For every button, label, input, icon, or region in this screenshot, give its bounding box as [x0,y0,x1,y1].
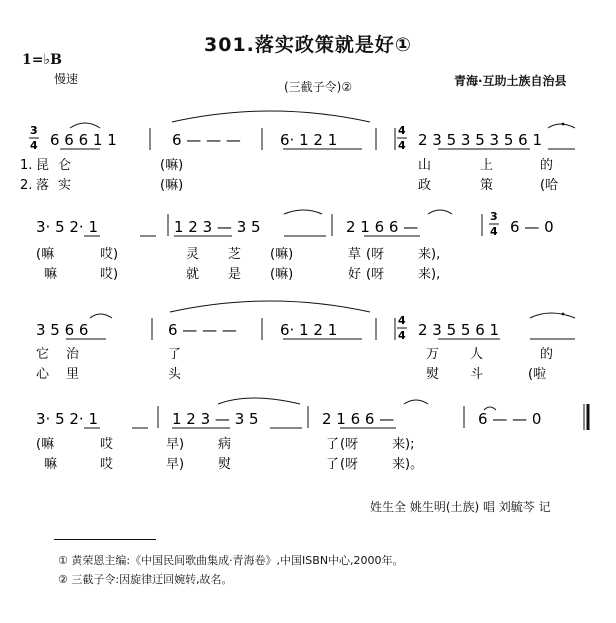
lyric: (哈 [540,178,559,193]
time-sig-top: 4 [398,124,406,137]
verse-number: 1. [20,158,33,173]
melody-notes: 2 1 6 6 — [346,218,419,236]
lyric: 了 [168,347,182,362]
lyric: 哎 [100,457,114,472]
lyric: 来)。 [392,457,424,472]
lyric: 上 [480,158,494,173]
melody-notes: 6· 1 2 1 [280,321,338,339]
lyric: (呀 [340,457,359,472]
lyric: (呀 [340,437,359,452]
system-3 [36,301,575,382]
lyric: 了 [326,457,340,472]
key-signature: 1=♭B [22,52,62,68]
melody-notes: 2 1 6 6 — [322,410,395,428]
melody-notes: 6 — — — [172,131,241,149]
lyric: 就 [186,267,200,282]
lyric: (嘛 [36,437,55,452]
lyric: 哎) [100,247,119,262]
lyric: 病 [218,437,232,452]
lyric: 斗 [470,367,484,382]
verse-number: 2. [20,178,33,193]
time-sig-top: 3 [30,124,38,137]
melody-notes: 3 5 6 6 [36,321,89,339]
system-1 [20,111,575,193]
time-sig-bottom: 4 [490,225,498,238]
lyric: 头 [168,367,182,382]
lyric: 早) [166,437,185,452]
lyric: 草 [348,247,362,262]
system-4 [36,398,588,472]
lyric: 来); [392,437,415,452]
time-sig-bottom: 4 [398,139,406,152]
lyric: (嘛) [270,247,294,262]
lyric: 灵 [186,247,200,262]
lyric: (啦 [528,367,547,382]
lyric: 是 [228,267,242,282]
lyric: 芝 [228,247,242,262]
system-2 [36,210,554,282]
lyric: 山 [418,158,432,173]
melody-notes: 1 2 3 — 3 5 [174,218,261,236]
lyric: 策 [480,178,494,193]
lyric: 政 [418,178,432,193]
lyric: 昆 [36,158,50,173]
tempo-marking: 慢速 [54,72,79,86]
time-sig-top: 4 [398,314,406,327]
lyric: 它 [36,347,50,362]
lyric: 的 [540,158,554,173]
melody-notes: 6 6 6 1 1 [50,131,117,149]
melody-notes: 6· 1 2 1 [280,131,338,149]
lyric: 人 [470,347,484,362]
melody-notes: 3· 5 2· 1 [36,410,99,428]
lyric: 治 [66,347,80,362]
lyric: 哎 [100,437,114,452]
tune-name: (三截子令)② [284,80,353,94]
melody-notes: 6 — — — [168,321,237,339]
lyric: 早) [166,457,185,472]
lyric: 的 [540,347,554,362]
lyric: (嘛 [36,247,55,262]
lyric: 万 [426,347,440,362]
lyric: (呀 [366,247,385,262]
lyric: 实 [58,178,72,193]
lyric: (嘛) [270,267,294,282]
lyric: 哎) [100,267,119,282]
footnote-divider [54,539,156,540]
lyric: 熨 [426,367,440,382]
footnote-1: ① 黄荣恩主编:《中国民间歌曲集成·青海卷》,中国ISBN中心,2000年。 [58,554,404,567]
lyric: 里 [66,367,80,382]
lyric: 心 [36,367,50,382]
lyric: 嘛 [44,457,58,472]
footnote-2: ② 三截子令:因旋律迂回婉转,故名。 [58,573,233,586]
performer-credit: 姓生全 姚生明(土族) 唱 刘毓芩 记 [370,500,551,514]
lyric: 熨 [218,457,232,472]
melody-notes: 2 3 5 5 6 1 [418,321,500,339]
lyric: 来), [418,247,441,262]
time-sig-bottom: 4 [30,139,38,152]
lyric: 来), [418,267,441,282]
melody-notes: 6 — — 0 [478,410,542,428]
time-sig-top: 3 [490,210,498,223]
melody-notes: 3· 5 2· 1 [36,218,99,236]
melody-notes: 6 — 0 [510,218,554,236]
melody-notes: 1 2 3 — 3 5 [172,410,259,428]
lyric: 落 [36,178,50,193]
melody-notes: 2 3 5 3 5 3 5 6 1 [418,131,543,149]
lyric: 好 [348,267,362,282]
lyric: 仑 [58,158,72,173]
lyric: 了 [326,437,340,452]
lyric: 嘛 [44,267,58,282]
time-sig-bottom: 4 [398,329,406,342]
song-title: 301.落实政策就是好① [204,34,412,56]
region-label: 青海·互助土族自治县 [454,74,567,88]
lyric: (嘛) [160,178,184,193]
lyric: (呀 [366,267,385,282]
lyric: (嘛) [160,158,184,173]
